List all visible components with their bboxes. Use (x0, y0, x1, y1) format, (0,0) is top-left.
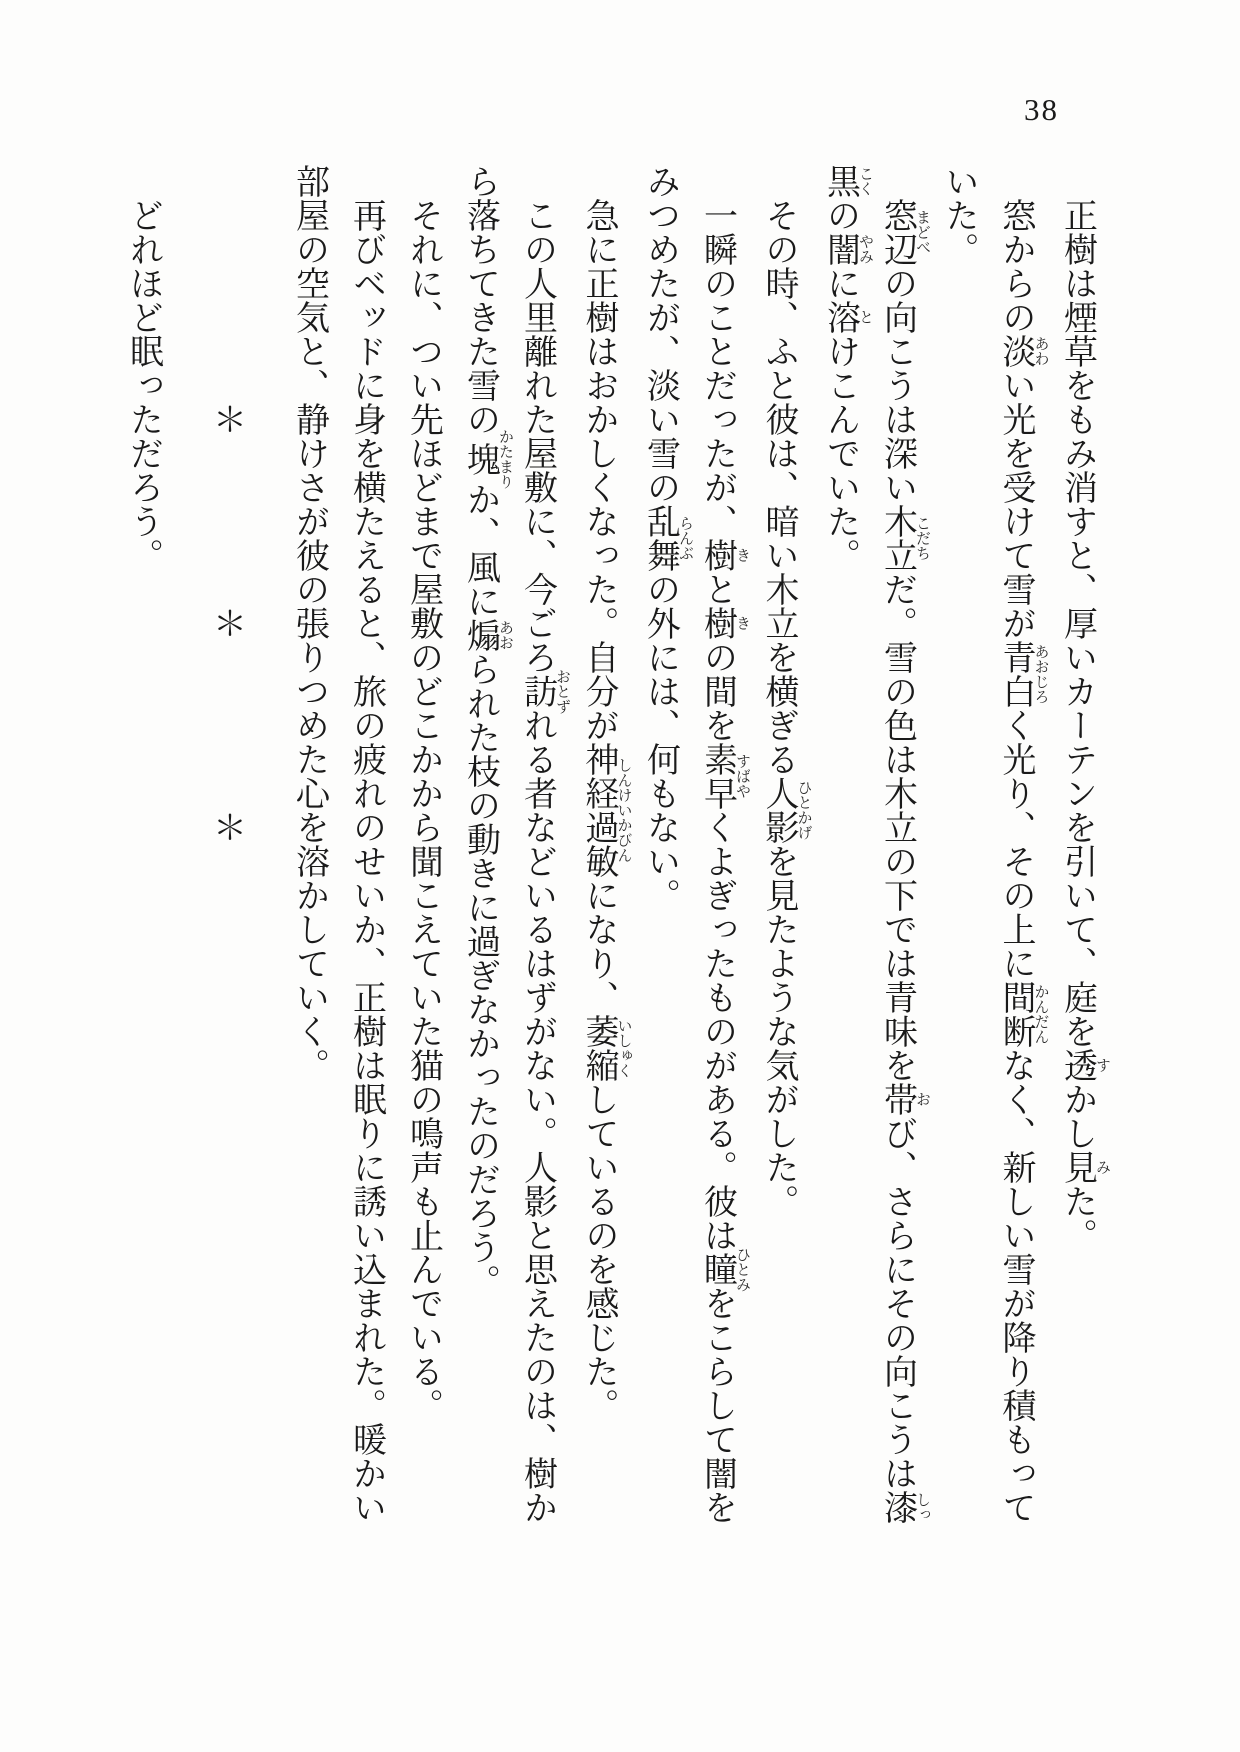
furigana-ruby: 見み (1058, 1150, 1110, 1184)
furigana-ruby: 青白あおじろ (997, 640, 1049, 708)
paragraph: 急に正樹はおかしくなった。自分が神経過敏しんけいかびんになり、萎縮いしゅくしているのを感じた。 (580, 198, 632, 1422)
text-block (115, 164, 1111, 1549)
paragraph: その時、ふと彼は、暗い木立を横ぎる人影ひとかげを見たような気がした。 (760, 198, 812, 1218)
furigana-ruby: 闇やみ (821, 232, 873, 266)
furigana-ruby: 乱舞らんぶ (641, 504, 693, 572)
paragraph: 再びベッドに身を横たえると、旅の疲れのせいか、正樹は眠りに誘い込まれた。暖かい部屋の空気と、静けさが彼の張りつめた心を溶かしていく。 (290, 164, 385, 1524)
furigana-ruby: 帯お (878, 1082, 930, 1116)
section-separator: ＊ ＊ ＊ (207, 164, 245, 844)
furigana-ruby: 萎縮いしゅく (580, 1014, 632, 1082)
furigana-ruby: 木立こだち (878, 504, 930, 572)
furigana-ruby: 黒こく (821, 164, 873, 198)
paragraph: この人里離れた屋敷に、今ごろ訪おとずれる者などいるはずがない。人影と思えたのは、樹から落ちてきた雪の塊かたまりか、風に煽あおられた枝の動きに過ぎなかったのだろう。 (461, 164, 570, 1524)
furigana-ruby: 素早すばや (698, 742, 750, 810)
furigana-ruby: 透す (1058, 1048, 1110, 1082)
paragraph: どれほど眠っただろう。 (124, 198, 162, 572)
paragraph: 正樹は煙草をもみ消すと、厚いカーテンを引いて、庭を透すかし見みた。 (1058, 198, 1110, 1252)
furigana-ruby: 煽あお (461, 618, 513, 652)
furigana-ruby: 窓辺まどべ (878, 198, 930, 266)
furigana-ruby: 訪おとず (518, 668, 570, 714)
furigana-ruby: 溶と (821, 300, 873, 334)
furigana-ruby: 瞳ひとみ (698, 1246, 750, 1292)
page-number: 38 (1024, 92, 1059, 127)
paragraph: 窓辺まどべの向こうは深い木立こだちだ。雪の色は木立の下では青味を帯おび、さらにその向こうは漆しっ黒こくの闇やみに溶とけこんでいた。 (821, 164, 930, 1524)
furigana-ruby: 人影ひとかげ (760, 776, 812, 844)
furigana-ruby: 樹き (698, 538, 750, 572)
paragraph: 窓からの淡あわい光を受けて雪が青白あおじろく光り、その上に間断かんだんなく、新しい雪が降り積もっていた。 (940, 164, 1049, 1524)
furigana-ruby: 間断かんだん (997, 980, 1049, 1048)
furigana-ruby: 樹き (698, 606, 750, 640)
paragraph: 一瞬のことだったが、樹きと樹きの間を素早すばやくよぎったものがある。彼は瞳ひとみをこらして闇をみつめたが、淡い雪の乱舞らんぶの外には、何もない。 (641, 164, 750, 1524)
furigana-ruby: 漆しっ (878, 1490, 930, 1524)
paragraph: それに、つい先ほどまで屋敷のどこかから聞こえていた猫の鳴声も止んでいる。 (404, 198, 442, 1422)
furigana-ruby: 淡あわ (997, 334, 1049, 368)
furigana-ruby: 神経過敏しんけいかびん (580, 742, 632, 878)
furigana-ruby: 塊かたまり (461, 429, 513, 489)
